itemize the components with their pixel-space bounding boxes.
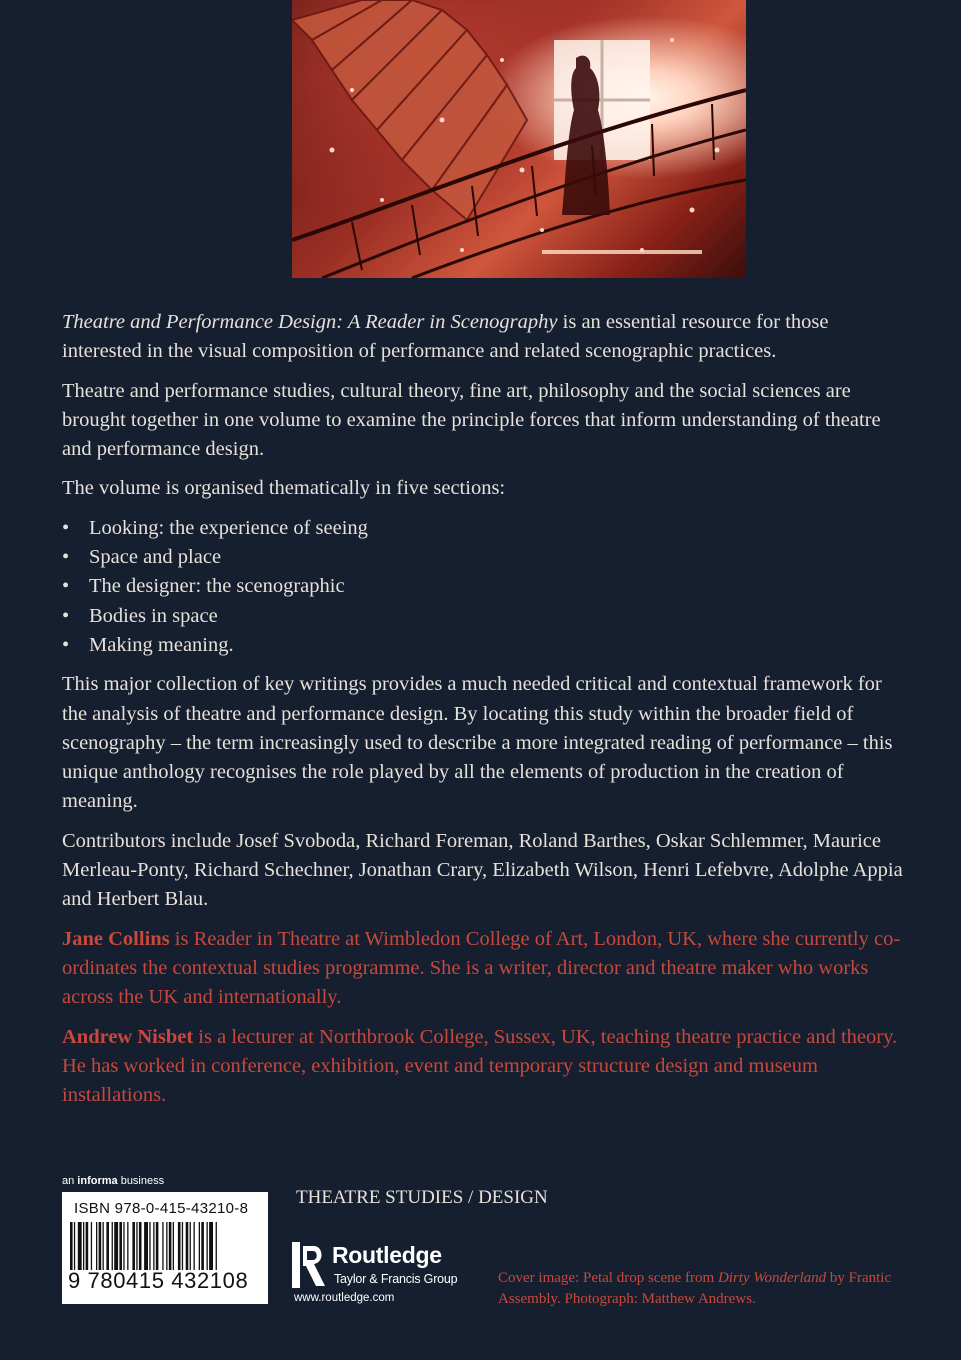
isbn-barcode	[62, 1192, 268, 1304]
back-cover-description	[62, 308, 907, 1120]
description-paragraph-2: Theatre and performance studies, cultural theory, fine art, philosophy and the social sciences are brought together in one volume to examine the principle forces that inform understanding of theatre and performance design.	[62, 379, 881, 461]
isbn-label: ISBN 978-0-415-43210-8	[74, 1200, 249, 1217]
author-name: Jane Collins	[62, 927, 170, 950]
author-name: Andrew Nisbet	[62, 1025, 194, 1048]
contributors-paragraph: Contributors include Josef Svoboda, Richard Foreman, Roland Barthes, Oskar Schlemmer, Maurice Merleau-Ponty, Richard Schechner, Jonathan Crary, Elizabeth Wilson, Henri Lefebvre, Adolphe Appia and Herbert Blau.	[62, 829, 903, 911]
list-item: • Looking: the experience of seeing	[62, 514, 907, 543]
cover-photo	[292, 0, 746, 278]
publisher-url: www.routledge.com	[294, 1292, 395, 1304]
barcode-icon	[68, 1222, 262, 1270]
sections-list	[62, 514, 907, 660]
informa-logo-text: informa	[77, 1175, 118, 1187]
routledge-r-icon	[292, 1242, 326, 1288]
author-bio-text: is Reader in Theatre at Wimbledon College of Art, London, UK, where she currently co-ordinates the contextual studies programme. She is a writer, director and theatre maker who works across the UK and internationally.	[62, 927, 901, 1009]
staircase-illustration	[292, 0, 746, 278]
list-item: • Making meaning.	[62, 631, 907, 660]
subject-category: THEATRE STUDIES / DESIGN	[296, 1187, 548, 1208]
book-title: Theatre and Performance Design: A Reader in Scenography	[62, 311, 558, 333]
description-paragraph-1-text: is an essential resource for those interested in the visual composition of performance and related scenographic practices.	[62, 311, 829, 363]
barcode-digits: 9 780415 432108	[68, 1268, 249, 1293]
publisher-name: Routledge	[332, 1242, 442, 1268]
author-bio-nisbet	[62, 1023, 907, 1111]
description-paragraph-3: The volume is organised thematically in five sections:	[62, 477, 506, 500]
production-title: Dirty Wonderland	[717, 1270, 827, 1286]
author-bio-collins	[62, 925, 907, 1013]
cover-image-credit: Cover image: Petal drop scene from Dirty Wonderland by Frantic Assembly. Photograph: Matthew Andrews.	[498, 1270, 892, 1307]
list-item: • Bodies in space	[62, 602, 907, 631]
description-paragraph-4: This major collection of key writings provides a much needed critical and contextual framework for the analysis of theatre and performance design. By locating this study within the broader field of scenography – the term increasingly used to describe a more integrated reading of performance – this unique anthology recognises the role played by all the elements of production in the creation of meaning.	[62, 673, 893, 813]
list-item: • The designer: the scenographic	[62, 572, 907, 601]
list-item: • Space and place	[62, 543, 907, 572]
publisher-group: Taylor & Francis Group	[334, 1272, 458, 1286]
informa-tagline: an informa business	[62, 1175, 165, 1187]
author-bio-text: is a lecturer at Northbrook College, Sussex, UK, teaching theatre practice and theory. He has worked in conference, exhibition, event and temporary structure design and museum installations.	[62, 1025, 898, 1107]
publisher-logo	[292, 1242, 482, 1308]
description-paragraph-1	[62, 308, 907, 367]
